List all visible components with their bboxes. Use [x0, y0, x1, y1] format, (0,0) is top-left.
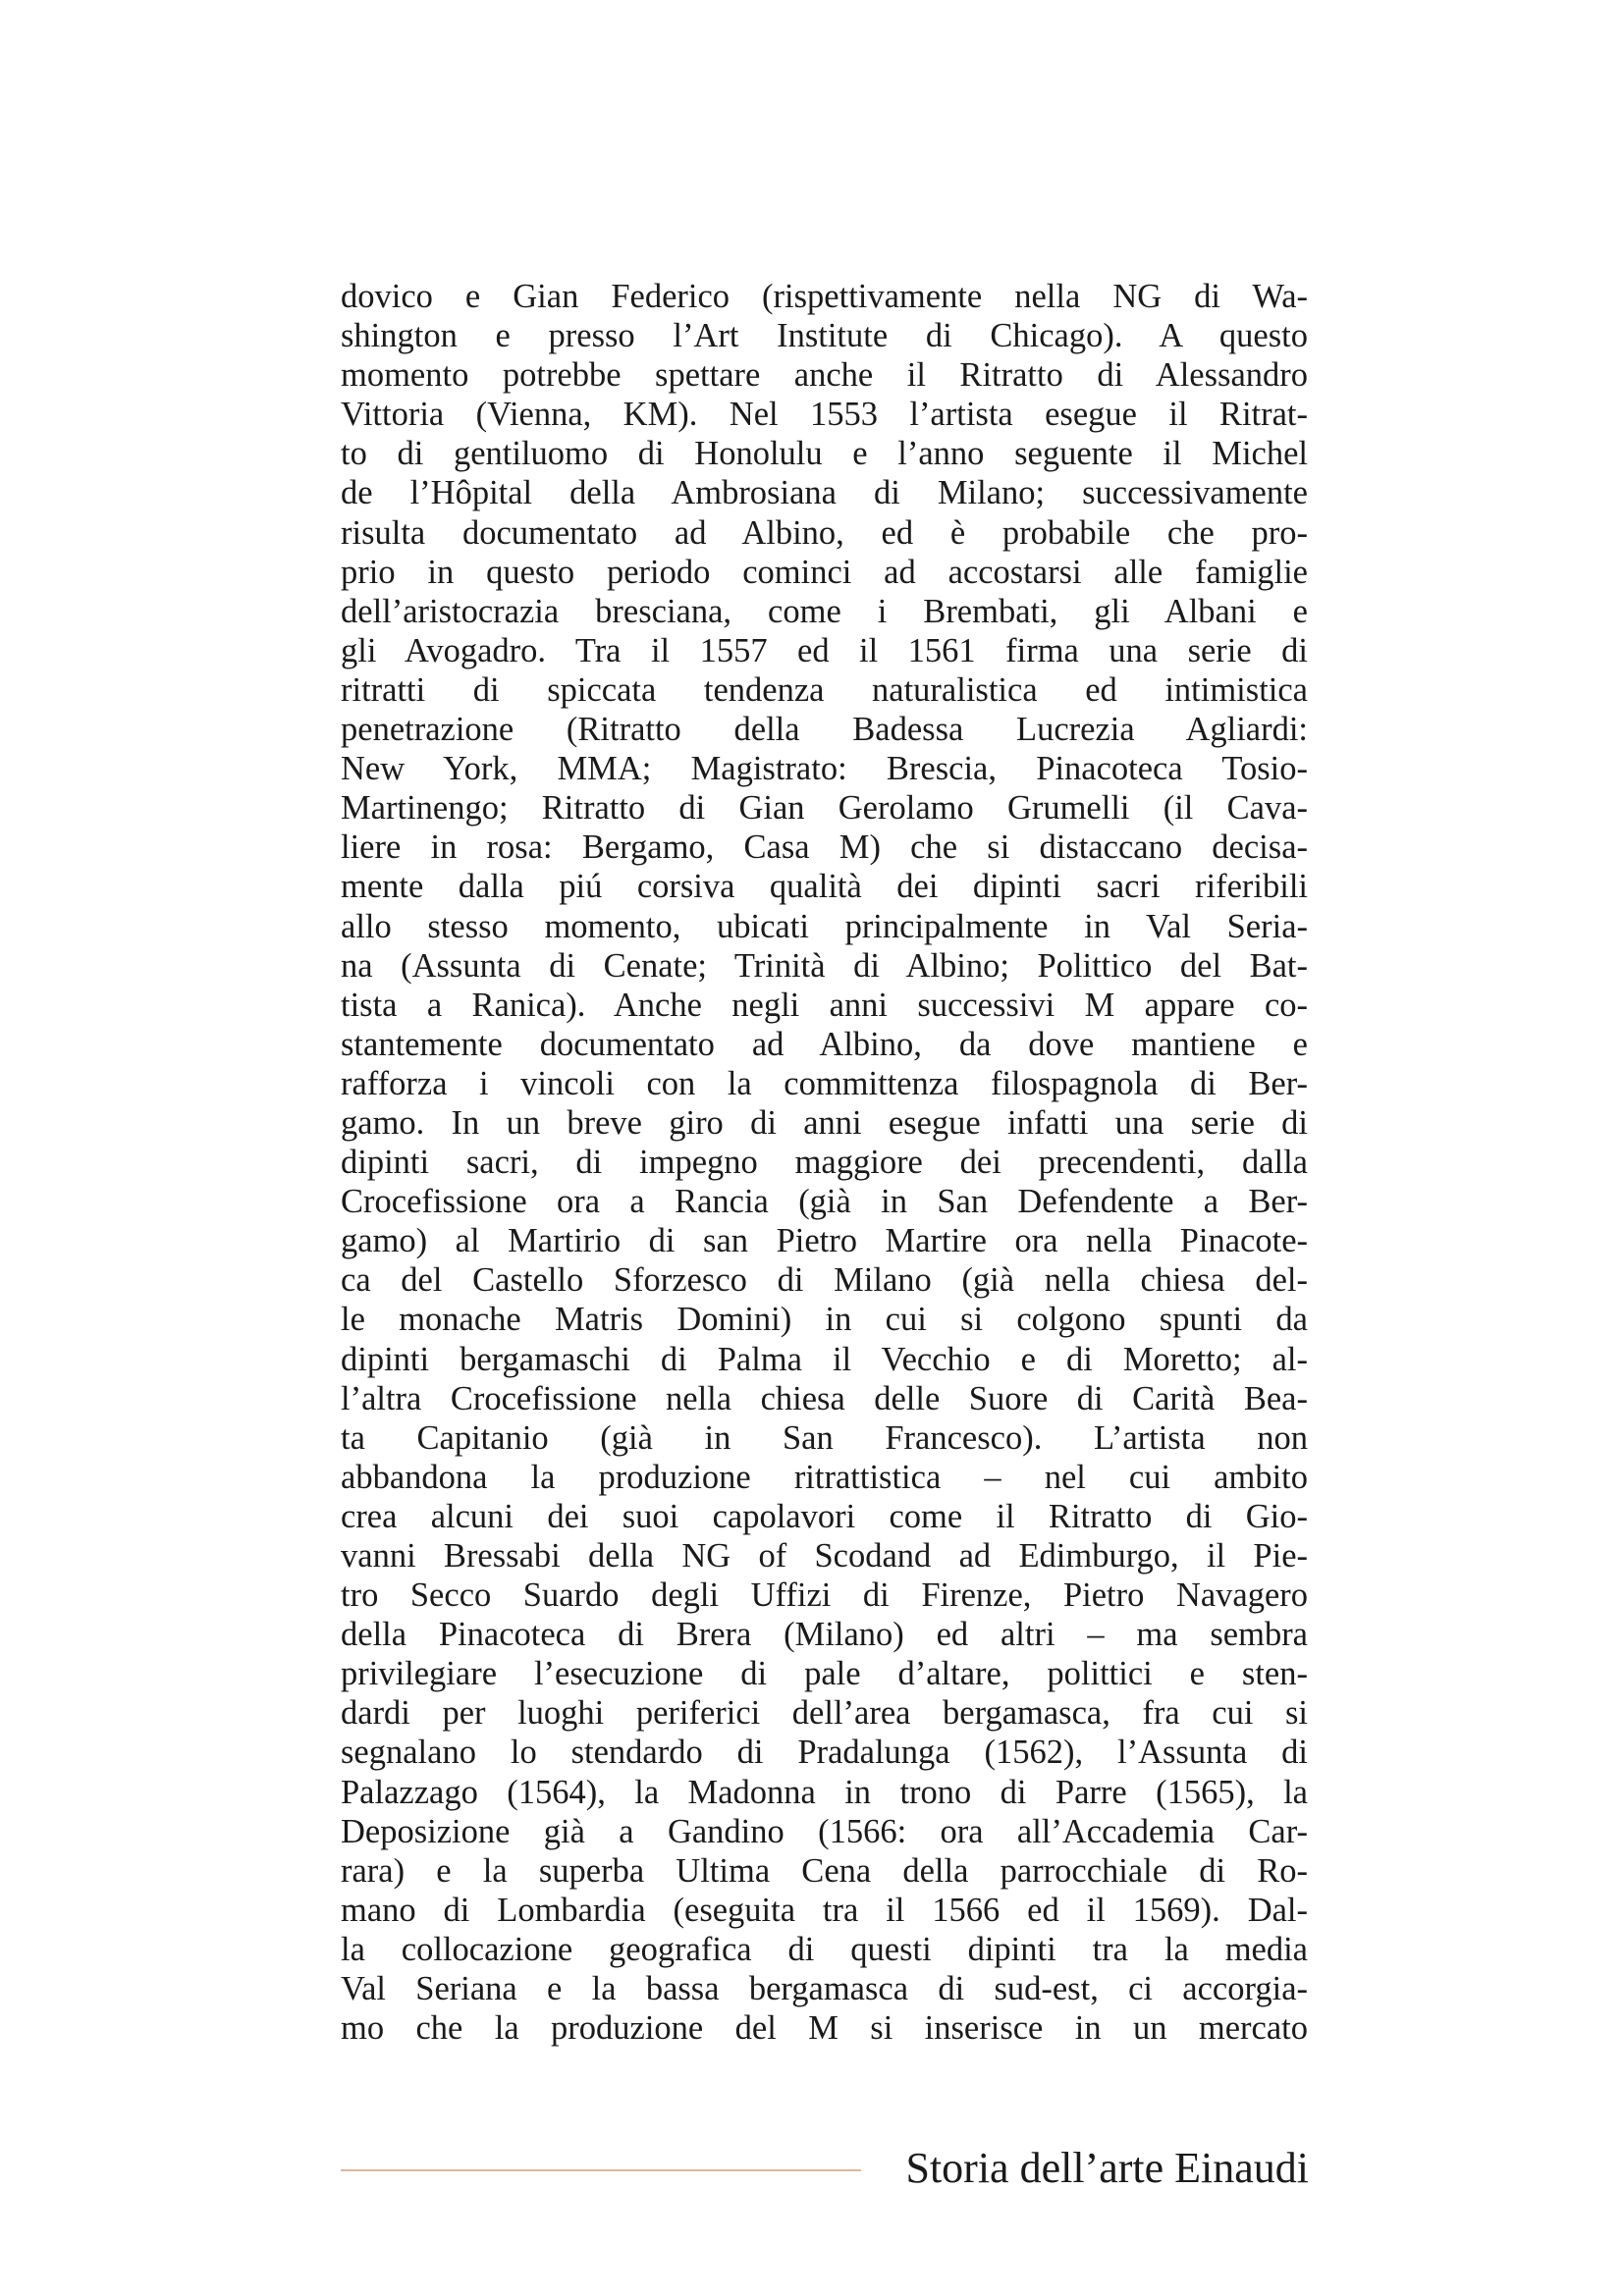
text-line: prio in questo periodo cominci ad accostarsi alle famiglie [341, 553, 1308, 591]
text-line: rara) e la superba Ultima Cena della parrocchiale di Ro- [341, 1851, 1308, 1890]
text-line: Vittoria (Vienna, KM). Nel 1553 l’artista esegue il Ritrat- [341, 396, 1308, 434]
text-line: momento potrebbe spettare anche il Ritratto di Alessandro [341, 356, 1308, 395]
text-line: Crocefissione ora a Rancia (già in San Defendente a Ber- [341, 1183, 1308, 1221]
text-line: liere in rosa: Bergamo, Casa M) che si distaccano decisa- [341, 828, 1308, 867]
text-line: stantemente documentato ad Albino, da dove mantiene e [341, 1025, 1308, 1063]
text-line: to di gentiluomo di Honolulu e l’anno seguente il Michel [341, 435, 1308, 473]
body-text [341, 277, 1308, 2048]
text-line: tista a Ranica). Anche negli anni successivi M appare co- [341, 986, 1308, 1024]
text-line: crea alcuni dei suoi capolavori come il Ritratto di Gio- [341, 1497, 1308, 1535]
text-line: le monache Matris Domini) in cui si colgono spunti da [341, 1301, 1308, 1339]
text-line: mo che la produzione del M si inserisce in un mercato [341, 2009, 1308, 2048]
text-line: ritratti di spiccata tendenza naturalistica ed intimistica [341, 670, 1308, 709]
text-line: della Pinacoteca di Brera (Milano) ed altri – ma sembra [341, 1616, 1308, 1654]
text-line: Deposizione già a Gandino (1566: ora all’Accademia Car- [341, 1812, 1308, 1850]
text-line: gli Avogadro. Tra il 1557 ed il 1561 firma una serie di [341, 631, 1308, 669]
footer-title: Storia dell’arte Einaudi [905, 2144, 1309, 2192]
text-line: l’altra Crocefissione nella chiesa delle Suore di Carità Bea- [341, 1379, 1308, 1417]
text-line: gamo. In un breve giro di anni esegue infatti una serie di [341, 1103, 1308, 1142]
text-line: de l’Hôpital della Ambrosiana di Milano; successivamente [341, 474, 1308, 512]
text-line: abbandona la produzione ritrattistica – nel cui ambito [341, 1458, 1308, 1496]
text-line: dipinti sacri, di impegno maggiore dei precendenti, dalla [341, 1144, 1308, 1182]
text-line: allo stesso momento, ubicati principalmente in Val Seria- [341, 907, 1308, 945]
text-line: shington e presso l’Art Institute di Chicago). A questo [341, 317, 1308, 355]
text-line: mente dalla piú corsiva qualità dei dipinti sacri riferibili [341, 868, 1308, 906]
text-line: ca del Castello Sforzesco di Milano (già nella chiesa del- [341, 1261, 1308, 1300]
text-line: mano di Lombardia (eseguita tra il 1566 ed il 1569). Dal- [341, 1891, 1308, 1929]
text-line: New York, MMA; Magistrato: Brescia, Pinacoteca Tosio- [341, 750, 1308, 788]
text-line: Martinengo; Ritratto di Gian Gerolamo Grumelli (il Cava- [341, 789, 1308, 828]
text-line: rafforza i vincoli con la committenza filospagnola di Ber- [341, 1064, 1308, 1102]
text-line: penetrazione (Ritratto della Badessa Lucrezia Agliardi: [341, 711, 1308, 749]
footer-rule [341, 2169, 861, 2171]
text-line: na (Assunta di Cenate; Trinità di Albino; Polittico del Bat- [341, 946, 1308, 985]
text-line: Palazzago (1564), la Madonna in trono di Parre (1565), la [341, 1773, 1308, 1811]
text-line: dardi per luoghi periferici dell’area bergamasca, fra cui si [341, 1694, 1308, 1733]
text-line: tro Secco Suardo degli Uffizi di Firenze, Pietro Navagero [341, 1576, 1308, 1615]
text-line: ta Capitanio (già in San Francesco). L’artista non [341, 1418, 1308, 1457]
text-line: dell’aristocrazia bresciana, come i Brembati, gli Albani e [341, 592, 1308, 630]
text-line: la collocazione geografica di questi dipinti tra la media [341, 1930, 1308, 1968]
text-line: dipinti bergamaschi di Palma il Vecchio e di Moretto; al- [341, 1340, 1308, 1378]
text-line: privilegiare l’esecuzione di pale d’altare, polittici e sten- [341, 1655, 1308, 1693]
text-line: Val Seriana e la bassa bergamasca di sud-est, ci accorgia- [341, 1970, 1308, 2008]
text-line: dovico e Gian Federico (rispettivamente nella NG di Wa- [341, 278, 1308, 315]
text-line: risulta documentato ad Albino, ed è probabile che pro- [341, 513, 1308, 552]
text-line: gamo) al Martirio di san Pietro Martire ora nella Pinacote- [341, 1222, 1308, 1260]
text-line: segnalano lo stendardo di Pradalunga (1562), l’Assunta di [341, 1734, 1308, 1772]
text-line: vanni Bressabi della NG of Scodand ad Edimburgo, il Pie- [341, 1537, 1308, 1575]
